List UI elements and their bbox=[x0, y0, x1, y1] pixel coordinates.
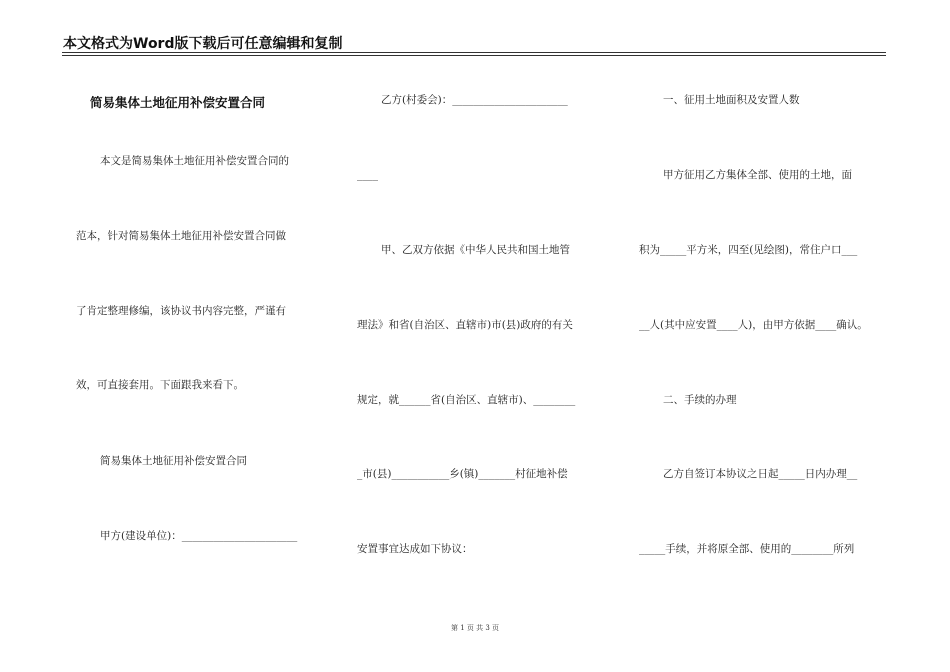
paragraph-line: 规定，就______省(自治区、直辖市)、________ bbox=[357, 394, 576, 406]
paragraph-line: __人(其中应安置____人)，由甲方依据____确认。 bbox=[639, 319, 868, 331]
party-b-field: 乙方(村委会)：______________________ bbox=[381, 94, 568, 106]
section-heading: 一、征用土地面积及安置人数 bbox=[663, 94, 800, 106]
paragraph-line: 了肯定整理修编，该协议书内容完整，严谨有 bbox=[76, 305, 286, 317]
paragraph-line: ____ bbox=[357, 169, 378, 181]
paragraph-line: 效，可直接套用。下面跟我来看下。 bbox=[76, 379, 244, 391]
paragraph-line: _市(县)___________乡(镇)_______村征地补偿 bbox=[357, 468, 568, 480]
paragraph-line: 甲、乙双方依据《中华人民共和国土地管 bbox=[381, 244, 570, 256]
paragraph-line: 本文是简易集体土地征用补偿安置合同的 bbox=[100, 155, 289, 167]
paragraph-line: 安置事宜达成如下协议： bbox=[357, 543, 473, 555]
section-heading: 二、手续的办理 bbox=[663, 394, 737, 406]
text-column-2 bbox=[357, 0, 619, 620]
paragraph-line: _____手续，并将原全部、使用的________所列 bbox=[639, 543, 855, 555]
contract-title: 简易集体土地征用补偿安置合同 bbox=[90, 95, 266, 110]
paragraph-line: 甲方征用乙方集体全部、使用的土地，面 bbox=[663, 169, 852, 181]
paragraph-line: 积为_____平方米，四至(见绘图)，常住户口___ bbox=[639, 244, 858, 256]
text-column-1 bbox=[76, 0, 338, 620]
paragraph-line: 乙方自签订本协议之日起_____日内办理__ bbox=[663, 468, 858, 480]
paragraph-line: 理法》和省(自治区、直辖市)市(县)政府的有关 bbox=[357, 319, 573, 331]
text-column-3 bbox=[637, 0, 899, 620]
page-indicator: 第 1 页 共 3 页 bbox=[450, 624, 500, 632]
format-notice-banner: 本文格式为Word版下载后可任意编辑和复制 bbox=[63, 36, 343, 52]
paragraph-line: 范本，针对简易集体土地征用补偿安置合同做 bbox=[76, 230, 286, 242]
party-a-field: 甲方(建设单位)：______________________ bbox=[100, 530, 298, 542]
section-heading: 简易集体土地征用补偿安置合同 bbox=[100, 455, 247, 467]
